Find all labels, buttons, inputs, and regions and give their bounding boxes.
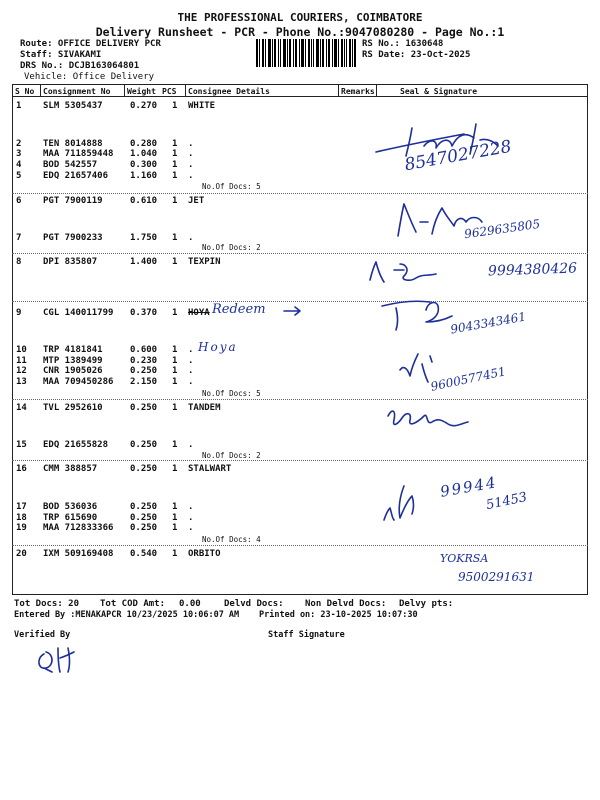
row-weight: 0.230 bbox=[130, 356, 158, 366]
rs-date: RS Date: 23-Oct-2025 bbox=[362, 50, 471, 60]
col-divider bbox=[185, 84, 186, 96]
row-pcs: 1 bbox=[172, 196, 178, 206]
row-consignment: TVL 2952610 bbox=[43, 403, 103, 413]
row-sno: 2 bbox=[16, 139, 22, 149]
row-consignment: EDQ 21657406 bbox=[43, 171, 109, 181]
row-consignee: . bbox=[188, 356, 194, 366]
row-pcs: 1 bbox=[172, 377, 178, 387]
row-weight: 1.400 bbox=[130, 257, 158, 267]
row-consignee: WHITE bbox=[188, 101, 216, 111]
row-pcs: 1 bbox=[172, 101, 178, 111]
row-consignee: TEXPIN bbox=[188, 257, 221, 267]
row-sno: 4 bbox=[16, 160, 22, 170]
table-top-rule bbox=[12, 84, 588, 85]
row-sno: 8 bbox=[16, 257, 22, 267]
row-sno: 7 bbox=[16, 233, 22, 243]
handwritten-note: Redeem bbox=[212, 302, 266, 317]
row-pcs: 1 bbox=[172, 440, 178, 450]
group-separator bbox=[12, 301, 588, 302]
row-consignment: BOD 542557 bbox=[43, 160, 98, 170]
printed-on: Printed on: 23-10-2025 10:07:30 bbox=[259, 610, 418, 620]
handwritten-numbers: 51453 bbox=[484, 489, 529, 514]
row-pcs: 1 bbox=[172, 345, 178, 355]
col-header-pcs: PCS bbox=[162, 87, 177, 96]
row-sno: 17 bbox=[16, 502, 27, 512]
row-weight: 1.750 bbox=[130, 233, 158, 243]
handwritten-phone: 8547027228 bbox=[403, 136, 514, 176]
row-sno: 6 bbox=[16, 196, 22, 206]
route: Route: OFFICE DELIVERY PCR bbox=[20, 39, 161, 49]
drs-number: DRS No.: DCJB163064801 bbox=[20, 61, 140, 71]
row-pcs: 1 bbox=[172, 149, 178, 159]
group-separator bbox=[12, 545, 588, 546]
verifier-signature bbox=[34, 644, 84, 674]
row-sno: 12 bbox=[16, 366, 27, 376]
col-header-seal-signature: Seal & Signature bbox=[400, 87, 478, 96]
col-header-consignee: Consignee Details bbox=[188, 87, 270, 96]
row-consignee: . bbox=[188, 233, 194, 243]
row-pcs: 1 bbox=[172, 523, 178, 533]
row-pcs: 1 bbox=[172, 139, 178, 149]
delivered-docs: Delvd Docs: bbox=[224, 599, 284, 609]
col-divider bbox=[338, 84, 339, 96]
row-weight: 1.160 bbox=[130, 171, 158, 181]
row-consignment: CNR 1905026 bbox=[43, 366, 103, 376]
col-divider bbox=[124, 84, 125, 96]
row-pcs: 1 bbox=[172, 403, 178, 413]
group-separator bbox=[12, 399, 588, 400]
row-pcs: 1 bbox=[172, 308, 178, 318]
row-pcs: 1 bbox=[172, 549, 178, 559]
col-divider bbox=[40, 84, 41, 96]
row-sno: 3 bbox=[16, 149, 22, 159]
signature-6 bbox=[382, 402, 474, 432]
signature-3 bbox=[364, 258, 444, 288]
row-weight: 0.250 bbox=[130, 366, 158, 376]
group-separator bbox=[12, 460, 588, 461]
col-header-weight: Weight bbox=[127, 87, 156, 96]
row-weight: 0.250 bbox=[130, 502, 158, 512]
row-consignment: CGL 140011799 bbox=[43, 308, 114, 318]
row-weight: 0.250 bbox=[130, 513, 158, 523]
row-weight: 2.150 bbox=[130, 377, 158, 387]
staff-signature-label: Staff Signature bbox=[268, 630, 345, 640]
row-consignee: ORBITO bbox=[188, 549, 221, 559]
handwritten-phone: 9600577451 bbox=[429, 364, 507, 394]
row-weight: 0.610 bbox=[130, 196, 158, 206]
group-separator bbox=[12, 193, 588, 194]
entered-by: Entered By :MENAKAPCR 10/23/2025 10:06:07 AM bbox=[14, 610, 240, 620]
row-consignment: MAA 711859448 bbox=[43, 149, 114, 159]
row-consignee: . bbox=[188, 366, 194, 376]
row-consignment: MAA 712833366 bbox=[43, 523, 114, 533]
row-consignment: TEN 8014888 bbox=[43, 139, 103, 149]
arrow-annotation bbox=[282, 306, 304, 316]
verified-by: Verified By bbox=[14, 630, 71, 640]
row-weight: 0.250 bbox=[130, 464, 158, 474]
row-sno: 10 bbox=[16, 345, 27, 355]
row-consignee: . bbox=[188, 149, 194, 159]
handwritten-numbers: 99944 bbox=[438, 473, 499, 501]
row-weight: 1.040 bbox=[130, 149, 158, 159]
col-header-remarks: Remarks bbox=[341, 87, 375, 96]
doc-count: No.Of Docs: 4 bbox=[202, 535, 261, 544]
vehicle: Vehicle: Office Delivery bbox=[24, 72, 155, 82]
row-weight: 0.280 bbox=[130, 139, 158, 149]
col-divider bbox=[376, 84, 377, 96]
row-consignee: . bbox=[188, 523, 194, 533]
row-pcs: 1 bbox=[172, 502, 178, 512]
handwritten-phone: 9043343461 bbox=[449, 309, 527, 337]
row-consignee: . bbox=[188, 160, 194, 170]
row-weight: 0.370 bbox=[130, 308, 158, 318]
row-sno: 13 bbox=[16, 377, 27, 387]
row-pcs: 1 bbox=[172, 160, 178, 170]
staff: Staff: SIVAKAMI bbox=[20, 50, 102, 60]
row-sno: 5 bbox=[16, 171, 22, 181]
row-consignment: PGT 7900119 bbox=[43, 196, 103, 206]
row-consignee: STALWART bbox=[188, 464, 232, 474]
table-header-rule bbox=[12, 96, 588, 97]
row-consignee: . bbox=[188, 513, 194, 523]
row-sno: 9 bbox=[16, 308, 22, 318]
doc-count: No.Of Docs: 5 bbox=[202, 182, 261, 191]
row-pcs: 1 bbox=[172, 233, 178, 243]
row-pcs: 1 bbox=[172, 171, 178, 181]
row-consignment: PGT 7900233 bbox=[43, 233, 103, 243]
row-consignment: SLM 5305437 bbox=[43, 101, 103, 111]
row-weight: 0.300 bbox=[130, 160, 158, 170]
handwritten-note: Hoya bbox=[198, 340, 238, 354]
doc-count: No.Of Docs: 2 bbox=[202, 451, 261, 460]
row-pcs: 1 bbox=[172, 366, 178, 376]
delivery-points: Delvy pts: bbox=[399, 599, 454, 609]
row-weight: 0.270 bbox=[130, 101, 158, 111]
doc-count: No.Of Docs: 5 bbox=[202, 389, 261, 398]
row-consignee: HOYA bbox=[188, 308, 210, 318]
row-consignment: DPI 835807 bbox=[43, 257, 98, 267]
handwritten-phone: 9994380426 bbox=[487, 260, 578, 280]
row-sno: 1 bbox=[16, 101, 22, 111]
row-consignment: MAA 709450286 bbox=[43, 377, 114, 387]
col-header-sno: S No bbox=[15, 87, 35, 96]
row-consignee: . bbox=[188, 139, 194, 149]
row-consignee: . bbox=[188, 171, 194, 181]
table-left-border bbox=[12, 84, 13, 594]
row-sno: 16 bbox=[16, 464, 27, 474]
total-cod-label: Tot COD Amt: bbox=[100, 599, 166, 609]
row-consignment: CMM 388857 bbox=[43, 464, 98, 474]
col-header-consignment: Consignment No bbox=[43, 87, 111, 96]
total-docs: Tot Docs: 20 bbox=[14, 599, 80, 609]
row-consignee: JET bbox=[188, 196, 205, 206]
row-weight: 0.540 bbox=[130, 549, 158, 559]
handwritten-name: YOKRSA bbox=[440, 552, 489, 565]
row-weight: 0.600 bbox=[130, 345, 158, 355]
row-consignment: MTP 1389499 bbox=[43, 356, 103, 366]
row-consignee: . bbox=[188, 502, 194, 512]
row-sno: 14 bbox=[16, 403, 27, 413]
company-name: THE PROFESSIONAL COURIERS, COIMBATORE bbox=[177, 11, 423, 24]
table-bottom-rule bbox=[12, 594, 588, 595]
doc-count: No.Of Docs: 2 bbox=[202, 243, 261, 252]
row-sno: 20 bbox=[16, 549, 27, 559]
handwritten-phone: 9629635805 bbox=[463, 216, 541, 242]
table-right-border bbox=[587, 84, 588, 594]
total-cod-amount: 0.00 bbox=[179, 599, 201, 609]
row-sno: 11 bbox=[16, 356, 27, 366]
row-weight: 0.250 bbox=[130, 403, 158, 413]
row-pcs: 1 bbox=[172, 257, 178, 267]
group-separator bbox=[12, 253, 588, 254]
row-consignment: TRP 615690 bbox=[43, 513, 98, 523]
row-consignment: EDQ 21655828 bbox=[43, 440, 109, 450]
row-consignee: . bbox=[188, 345, 194, 355]
row-weight: 0.250 bbox=[130, 440, 158, 450]
row-consignee: TANDEM bbox=[188, 403, 221, 413]
signature-7 bbox=[378, 478, 438, 528]
non-delivered-docs: Non Delvd Docs: bbox=[305, 599, 387, 609]
row-consignment: IXM 509169408 bbox=[43, 549, 114, 559]
runsheet-title: Delivery Runsheet - PCR - Phone No.:9047080280 - Page No.:1 bbox=[95, 25, 505, 39]
barcode bbox=[256, 39, 356, 67]
row-weight: 0.250 bbox=[130, 523, 158, 533]
row-consignee: . bbox=[188, 440, 194, 450]
row-sno: 19 bbox=[16, 523, 27, 533]
row-consignment: BOD 536036 bbox=[43, 502, 98, 512]
row-sno: 15 bbox=[16, 440, 27, 450]
row-consignee: . bbox=[188, 377, 194, 387]
row-consignment: TRP 4181841 bbox=[43, 345, 103, 355]
handwritten-phone: 9500291631 bbox=[458, 570, 535, 584]
row-sno: 18 bbox=[16, 513, 27, 523]
row-pcs: 1 bbox=[172, 356, 178, 366]
rs-number: RS No.: 1630648 bbox=[362, 39, 444, 49]
row-pcs: 1 bbox=[172, 513, 178, 523]
row-pcs: 1 bbox=[172, 464, 178, 474]
